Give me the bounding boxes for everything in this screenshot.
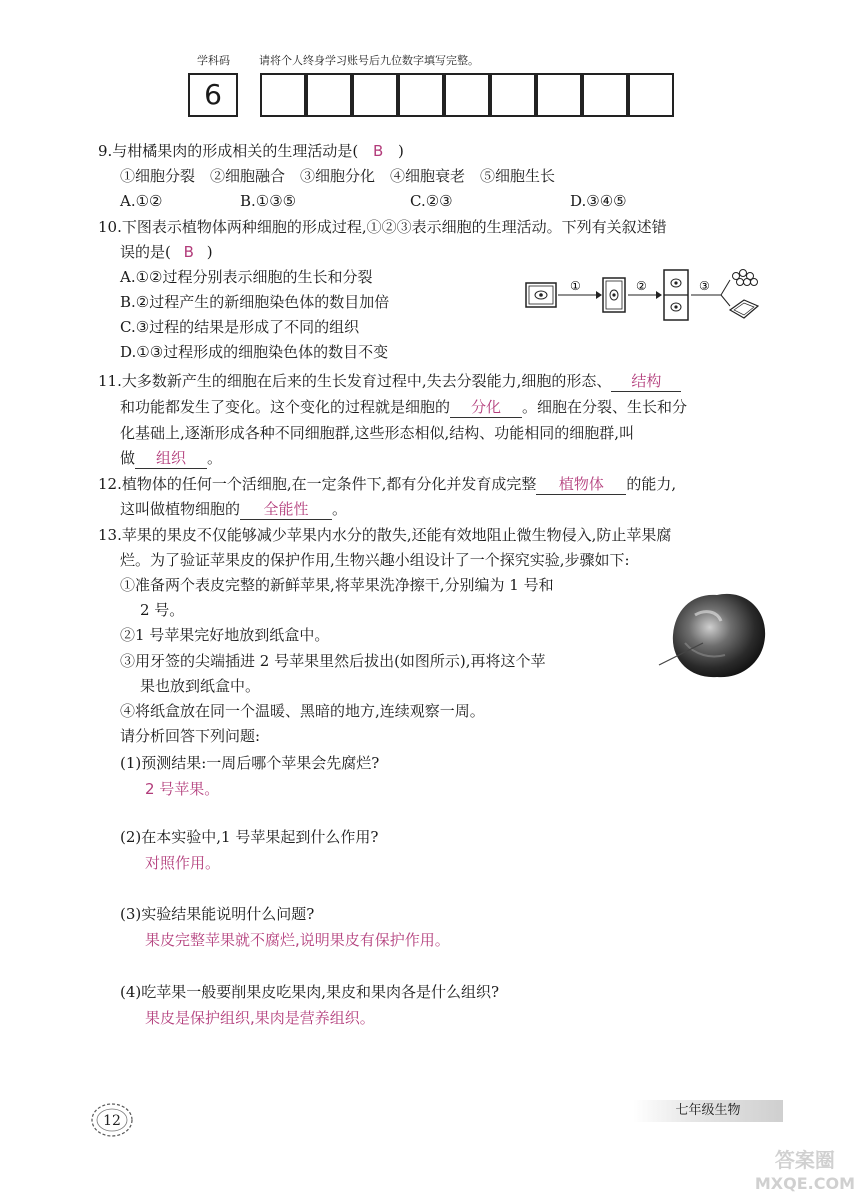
account-digit-box[interactable] bbox=[536, 73, 582, 117]
subject-code-label: 学科码 bbox=[197, 54, 230, 67]
q9-option-a: A.①② bbox=[120, 192, 163, 210]
q13-step4: ④将纸盒放在同一个温暖、黑暗的地方,连续观察一周。 bbox=[120, 702, 485, 720]
cell-stage-3 bbox=[664, 270, 688, 320]
q10-stem-line1: 10.下图表示植物体两种细胞的形成过程,①②③表示细胞的生理活动。下列有关叙述错 bbox=[98, 218, 667, 236]
book-tag: 七年级生物 bbox=[633, 1100, 783, 1122]
cell-process-diagram bbox=[518, 268, 768, 328]
page-number-badge bbox=[88, 1100, 136, 1140]
q13-sub1-question: (1)预测结果:一周后哪个苹果会先腐烂? bbox=[120, 754, 380, 772]
account-digit-box[interactable] bbox=[444, 73, 490, 117]
account-digit-box[interactable] bbox=[306, 73, 352, 117]
q13-step3: ③用牙签的尖端插进 2 号苹果里然后拔出(如图所示),再将这个苹 bbox=[120, 652, 546, 670]
page-number: 12 bbox=[103, 1113, 121, 1129]
q13-sub4-answer: 果皮是保护组织,果肉是营养组织。 bbox=[145, 1009, 375, 1027]
subject-code-digit: 6 bbox=[204, 78, 222, 111]
account-digit-box[interactable] bbox=[490, 73, 536, 117]
cell-stage-1 bbox=[526, 283, 556, 307]
q13-step1-cont: 2 号。 bbox=[140, 601, 185, 619]
cell-stage-2 bbox=[603, 278, 625, 312]
q13-line2: 烂。为了验证苹果皮的保护作用,生物兴趣小组设计了一个探究实验,步骤如下: bbox=[120, 551, 630, 569]
watermark bbox=[755, 1148, 855, 1196]
q10-stem-line2: 误的是( B ) bbox=[120, 243, 213, 261]
apple-toothpick-image bbox=[655, 585, 775, 685]
account-digit-box[interactable] bbox=[352, 73, 398, 117]
q12-line1: 12.植物体的任何一个活细胞,在一定条件下,都有分化并发育成完整 植物体 的能力, bbox=[98, 475, 677, 493]
q13-sub2-answer: 对照作用。 bbox=[145, 854, 221, 872]
q13-sub1-answer: 2 号苹果。 bbox=[145, 780, 220, 798]
round-cell-cluster bbox=[733, 270, 758, 286]
q10-option-c: C.③过程的结果是形成了不同的组织 bbox=[120, 318, 360, 336]
q13-line1: 13.苹果的果皮不仅能够减少苹果内水分的散失,还能有效地阻止微生物侵入,防止苹果腐 bbox=[98, 526, 672, 544]
q11-blank-3: 组织 bbox=[135, 448, 207, 469]
q10-option-a: A.①②过程分别表示细胞的生长和分裂 bbox=[120, 268, 373, 286]
q12-line2: 这叫做植物细胞的 全能性 。 bbox=[120, 500, 348, 518]
q13-sub4-question: (4)吃苹果一般要削果皮吃果肉,果皮和果肉各是什么组织? bbox=[120, 983, 500, 1001]
account-digit-box[interactable] bbox=[398, 73, 444, 117]
q9-option-b: B.①③⑤ bbox=[240, 192, 297, 210]
q11-line4: 做 组织 。 bbox=[120, 449, 223, 467]
q13-sub3-answer: 果皮完整苹果就不腐烂,说明果皮有保护作用。 bbox=[145, 931, 450, 949]
q11-line2: 和功能都发生了变化。这个变化的过程就是细胞的 分化 。细胞在分裂、生长和分 bbox=[120, 398, 688, 416]
q11-blank-2: 分化 bbox=[450, 397, 522, 418]
account-instruction: 请将个人终身学习账号后九位数字填写完整。 bbox=[259, 54, 479, 67]
watermark-url: MXQE.COM bbox=[754, 1174, 855, 1193]
q12-blank-1: 植物体 bbox=[536, 474, 626, 495]
q13-step3-cont: 果也放到纸盒中。 bbox=[140, 677, 261, 695]
process-label-1: ① bbox=[570, 279, 581, 293]
account-digit-box[interactable] bbox=[582, 73, 628, 117]
q13-step2: ②1 号苹果完好地放到纸盒中。 bbox=[120, 626, 330, 644]
q11-blank-1: 结构 bbox=[611, 371, 681, 392]
account-digit-box[interactable] bbox=[628, 73, 674, 117]
process-label-2: ② bbox=[636, 279, 647, 293]
q10-option-b: B.②过程产生的新细胞染色体的数目加倍 bbox=[120, 293, 390, 311]
q13-prompt: 请分析回答下列问题: bbox=[120, 727, 261, 745]
flat-cell-sheet bbox=[730, 300, 758, 318]
q13-sub2-question: (2)在本实验中,1 号苹果起到什么作用? bbox=[120, 828, 379, 846]
q9-answer: B bbox=[372, 142, 384, 160]
q10-option-d: D.①③过程形成的细胞染色体的数目不变 bbox=[120, 343, 389, 361]
q12-blank-2: 全能性 bbox=[240, 499, 332, 520]
watermark-title: 答案圈 bbox=[774, 1148, 835, 1172]
q9-option-c: C.②③ bbox=[410, 192, 453, 210]
q9-stem: 9.与柑橘果肉的形成相关的生理活动是( B ) bbox=[98, 142, 404, 160]
q9-option-d: D.③④⑤ bbox=[570, 192, 627, 210]
q9-items: ①细胞分裂 ②细胞融合 ③细胞分化 ④细胞衰老 ⑤细胞生长 bbox=[120, 167, 556, 185]
q13-sub3-question: (3)实验结果能说明什么问题? bbox=[120, 905, 315, 923]
process-label-3: ③ bbox=[699, 279, 710, 293]
q13-step1: ①准备两个表皮完整的新鲜苹果,将苹果洗净擦干,分别编为 1 号和 bbox=[120, 576, 554, 594]
q9-options bbox=[120, 190, 627, 212]
account-digit-box[interactable] bbox=[260, 73, 306, 117]
q11-line1: 11.大多数新产生的细胞在后来的生长发育过程中,失去分裂能力,细胞的形态、 结构 bbox=[98, 370, 681, 392]
subject-code-box bbox=[188, 73, 238, 117]
q10-answer: B bbox=[183, 243, 194, 261]
q11-line3: 化基础上,逐渐形成各种不同细胞群,这些形态相似,结构、功能相同的细胞群,叫 bbox=[120, 424, 635, 442]
